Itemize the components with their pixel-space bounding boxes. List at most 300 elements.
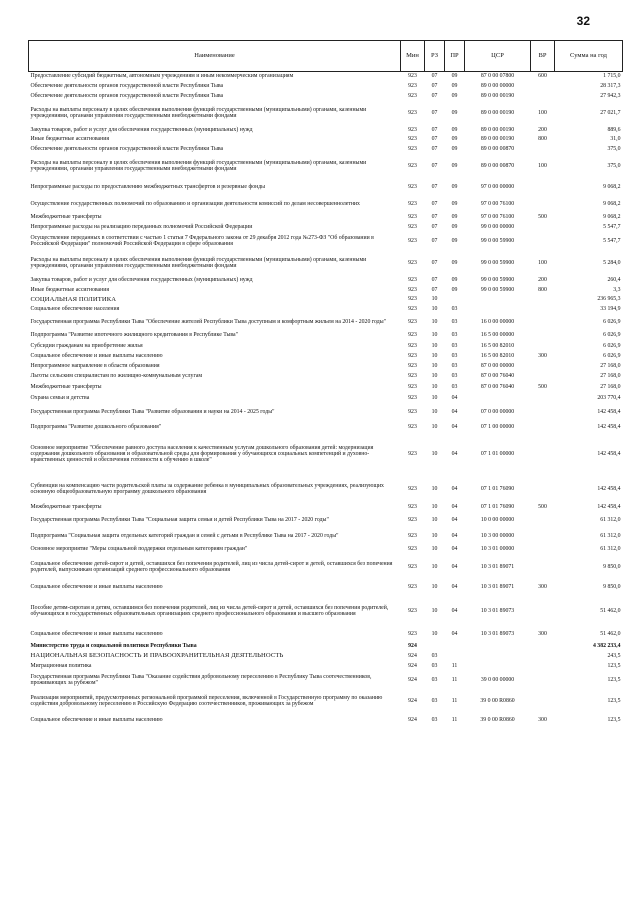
cell-name: Основное мероприятие "Обеспечение равного доступа населения к качественным услугам дошкольного образования детей: модернизация содержания дошкольного образования и образовательной среды для формирования у обучающихся социальных компетенций и духовно-нравственных ценностей и обеспечения готовности к обучению в школе" bbox=[30, 445, 374, 463]
cell-pr: 09 bbox=[451, 259, 458, 266]
cell-pr: 04 bbox=[451, 532, 458, 539]
cell-pr: 03 bbox=[451, 342, 458, 349]
cell-min: 923 bbox=[408, 296, 417, 303]
cell-min: 923 bbox=[408, 286, 417, 293]
table-row bbox=[29, 596, 623, 629]
cell-name: Обеспечение деятельности органов государственной власти Республики Тыва bbox=[30, 82, 224, 89]
table-row bbox=[29, 672, 623, 690]
cell-name: Подпрограмма "Социальная защита отдельных категорий граждан и семей с детьми в Республике Тыва на 2017 - 2020 годы" bbox=[30, 532, 339, 539]
cell-pr: 03 bbox=[451, 306, 458, 313]
cell-vr: 800 bbox=[538, 136, 547, 143]
cell-sum: 33 194,9 bbox=[600, 306, 621, 313]
cell-sum: 6 026,9 bbox=[603, 332, 621, 339]
cell-sum: 203 770,4 bbox=[597, 394, 621, 401]
cell-min: 923 bbox=[408, 136, 417, 143]
cell-pr: 04 bbox=[451, 545, 458, 552]
cell-sum: 243,5 bbox=[607, 652, 621, 659]
cell-pr: 04 bbox=[451, 503, 458, 510]
cell-sum: 6 026,9 bbox=[603, 352, 621, 359]
cell-vr bbox=[531, 223, 555, 233]
table-row bbox=[29, 530, 623, 544]
cell-csr bbox=[465, 296, 531, 305]
cell-rz: 07 bbox=[431, 72, 438, 79]
cell-rz bbox=[425, 642, 445, 652]
cell-sum: 27 021,7 bbox=[600, 109, 621, 116]
cell-rz: 10 bbox=[431, 424, 438, 431]
table-row bbox=[29, 136, 623, 145]
cell-name: Расходы на выплаты персоналу в целях обеспечения выполнения функций государственными (муниципальными) органами, казенными учреждениями, органами управления государственными внебюджетными фондами bbox=[30, 159, 367, 172]
cell-vr: 200 bbox=[538, 126, 547, 133]
cell-sum: 142 458,4 bbox=[597, 503, 621, 510]
cell-csr: 89 0 00 00870 bbox=[480, 162, 515, 169]
cell-csr: 87 0 00 76040 bbox=[480, 373, 515, 380]
cell-sum: 1 715,0 bbox=[603, 72, 621, 79]
table-row bbox=[29, 316, 623, 331]
cell-min: 923 bbox=[408, 394, 417, 401]
cell-rz: 07 bbox=[431, 109, 438, 116]
cell-csr: 97 0 00 76100 bbox=[480, 200, 515, 207]
cell-min: 923 bbox=[408, 82, 417, 89]
cell-rz: 10 bbox=[431, 517, 438, 524]
cell-name: Осуществление переданных в соответствии с частью 1 статьи 7 Федерального закона от 29 декабря 2012 года №273-ФЗ "Об образовании в Российской Федерации" полномочий Российской Федерации в сфере образования bbox=[30, 235, 374, 247]
cell-csr: 89 0 00 00190 bbox=[480, 109, 515, 116]
cell-name: Межбюджетные трансферты bbox=[30, 213, 102, 220]
cell-pr: 11 bbox=[451, 698, 458, 705]
cell-sum: 9 068,2 bbox=[603, 200, 621, 207]
table-row bbox=[29, 213, 623, 223]
table-row bbox=[29, 286, 623, 296]
cell-vr bbox=[531, 233, 555, 252]
cell-sum: 142 458,4 bbox=[597, 409, 621, 416]
cell-csr: 99 0 00 59900 bbox=[480, 238, 515, 245]
header-csr: ЦСР bbox=[465, 41, 531, 72]
cell-min: 923 bbox=[408, 608, 417, 615]
cell-rz: 10 bbox=[431, 451, 438, 458]
cell-name: Основное мероприятие "Меры социальной поддержки отдельным категориям граждан" bbox=[30, 545, 248, 552]
cell-pr: 09 bbox=[451, 162, 458, 169]
cell-rz: 10 bbox=[431, 373, 438, 380]
cell-rz: 07 bbox=[431, 238, 438, 245]
cell-pr: 03 bbox=[451, 362, 458, 369]
cell-pr: 04 bbox=[451, 631, 458, 638]
cell-name: Осуществление государственных полномочий по образованию и организации деятельности комиссий по делам несовершеннолетних bbox=[30, 200, 360, 207]
cell-rz: 07 bbox=[431, 213, 438, 220]
cell-name: Социальное обеспечение и иные выплаты населению bbox=[30, 717, 163, 724]
cell-name: Льготы сельским специалистам по жилищно-коммунальным услугам bbox=[30, 373, 203, 380]
cell-pr: 03 bbox=[451, 373, 458, 380]
cell-pr: 09 bbox=[451, 109, 458, 116]
table-row bbox=[29, 252, 623, 276]
cell-min: 923 bbox=[408, 384, 417, 391]
cell-min: 923 bbox=[408, 238, 417, 245]
cell-vr bbox=[531, 434, 555, 477]
cell-rz: 07 bbox=[431, 183, 438, 190]
cell-vr bbox=[531, 197, 555, 213]
cell-sum: 236 965,3 bbox=[597, 296, 621, 303]
cell-csr: 07 1 01 76090 bbox=[480, 503, 515, 510]
cell-rz: 10 bbox=[431, 409, 438, 416]
cell-csr: 10 3 01 89071 bbox=[480, 583, 515, 590]
table-row bbox=[29, 544, 623, 556]
cell-csr: 89 0 00 00190 bbox=[480, 136, 515, 143]
table-row bbox=[29, 305, 623, 316]
cell-min: 923 bbox=[408, 183, 417, 190]
cell-pr: 09 bbox=[451, 238, 458, 245]
cell-sum: 6 026,9 bbox=[603, 319, 621, 326]
table-row bbox=[29, 690, 623, 715]
cell-name: Иные бюджетные ассигнования bbox=[30, 286, 109, 293]
cell-min: 923 bbox=[408, 373, 417, 380]
cell-pr: 04 bbox=[451, 517, 458, 524]
cell-rz: 07 bbox=[431, 162, 438, 169]
table-row bbox=[29, 629, 623, 642]
table-row bbox=[29, 331, 623, 342]
cell-name: Непрограммное направление в области образования bbox=[30, 362, 160, 369]
cell-rz: 10 bbox=[431, 296, 438, 303]
cell-name: Иные бюджетные ассигнования bbox=[30, 136, 109, 143]
cell-rz: 10 bbox=[431, 394, 438, 401]
header-rz: РЗ bbox=[425, 41, 445, 72]
cell-pr: 11 bbox=[451, 676, 458, 683]
cell-csr: 99 0 00 00000 bbox=[480, 223, 515, 230]
header-vr: ВР bbox=[531, 41, 555, 72]
cell-sum: 123,5 bbox=[607, 662, 621, 669]
cell-sum: 889,6 bbox=[607, 126, 621, 133]
cell-min: 923 bbox=[408, 424, 417, 431]
table-row bbox=[29, 513, 623, 530]
cell-min: 923 bbox=[408, 259, 417, 266]
cell-rz: 07 bbox=[431, 126, 438, 133]
cell-csr: 97 0 00 76100 bbox=[480, 213, 515, 220]
cell-pr: 09 bbox=[451, 200, 458, 207]
table-row bbox=[29, 223, 623, 233]
cell-vr bbox=[531, 82, 555, 92]
table-row bbox=[29, 404, 623, 423]
cell-min: 923 bbox=[408, 451, 417, 458]
header-name: Наименование bbox=[29, 41, 401, 72]
cell-rz: 10 bbox=[431, 583, 438, 590]
table-row bbox=[29, 394, 623, 404]
cell-min: 923 bbox=[408, 352, 417, 359]
cell-csr: 16 5 00 00000 bbox=[480, 332, 515, 339]
cell-pr: 09 bbox=[451, 213, 458, 220]
cell-min: 923 bbox=[408, 517, 417, 524]
cell-vr bbox=[531, 662, 555, 672]
table-row bbox=[29, 126, 623, 136]
cell-name: Социальное обеспечение населения bbox=[30, 306, 120, 313]
cell-csr: 87 0 00 07800 bbox=[480, 72, 515, 79]
cell-min: 924 bbox=[408, 642, 417, 649]
cell-sum: 31,0 bbox=[610, 136, 621, 143]
cell-sum: 123,5 bbox=[607, 698, 621, 705]
cell-min: 924 bbox=[408, 662, 417, 669]
cell-rz: 10 bbox=[431, 352, 438, 359]
cell-sum: 27 168,0 bbox=[600, 384, 621, 391]
cell-csr: 10 3 01 89071 bbox=[480, 563, 515, 570]
cell-vr bbox=[531, 530, 555, 544]
cell-csr: 97 0 00 00000 bbox=[480, 183, 515, 190]
cell-name: Межбюджетные трансферты bbox=[30, 503, 102, 510]
cell-pr: 03 bbox=[451, 319, 458, 326]
cell-min: 924 bbox=[408, 698, 417, 705]
cell-min: 923 bbox=[408, 583, 417, 590]
cell-rz: 07 bbox=[431, 259, 438, 266]
cell-name: Предоставление субсидий бюджетным, автономным учреждениям и иным некоммерческим организациям bbox=[30, 72, 294, 79]
cell-vr bbox=[531, 404, 555, 423]
cell-csr: 89 0 00 00870 bbox=[480, 145, 515, 152]
cell-csr: 87 0 00 00000 bbox=[480, 362, 515, 369]
cell-rz: 10 bbox=[431, 319, 438, 326]
table-row bbox=[29, 233, 623, 252]
cell-name: Министерство труда и социальной политики Республики Тыва bbox=[30, 642, 197, 649]
cell-vr: 100 bbox=[538, 162, 547, 169]
cell-pr: 03 bbox=[451, 332, 458, 339]
cell-sum: 61 312,0 bbox=[600, 517, 621, 524]
cell-min: 923 bbox=[408, 213, 417, 220]
cell-min: 923 bbox=[408, 223, 417, 230]
table-row bbox=[29, 383, 623, 394]
cell-min: 923 bbox=[408, 162, 417, 169]
cell-pr: 09 bbox=[451, 183, 458, 190]
cell-vr bbox=[531, 92, 555, 102]
cell-name: Миграционная политика bbox=[30, 662, 92, 669]
budget-table bbox=[28, 40, 623, 728]
cell-sum: 142 458,4 bbox=[597, 485, 621, 492]
cell-sum: 27 168,0 bbox=[600, 373, 621, 380]
cell-vr bbox=[531, 296, 555, 305]
table-row bbox=[29, 102, 623, 126]
cell-pr: 09 bbox=[451, 145, 458, 152]
cell-rz: 07 bbox=[431, 223, 438, 230]
table-row bbox=[29, 662, 623, 672]
cell-csr: 39 0 00 00000 bbox=[480, 676, 515, 683]
cell-rz: 03 bbox=[431, 698, 438, 705]
cell-rz: 10 bbox=[431, 503, 438, 510]
cell-pr: 04 bbox=[451, 485, 458, 492]
cell-csr bbox=[465, 652, 531, 662]
cell-csr: 87 0 00 76040 bbox=[480, 384, 515, 391]
cell-name: Государственная программа Республики Тыва "Социальная защита семьи и детей Республики Тыва на 2017 - 2020 годы" bbox=[30, 517, 329, 524]
cell-csr: 99 0 00 59900 bbox=[480, 286, 515, 293]
cell-min: 923 bbox=[408, 332, 417, 339]
table-body bbox=[29, 72, 623, 728]
cell-min: 923 bbox=[408, 503, 417, 510]
cell-sum: 51 462,0 bbox=[600, 608, 621, 615]
table-row bbox=[29, 652, 623, 662]
cell-vr bbox=[531, 423, 555, 434]
cell-vr bbox=[531, 372, 555, 383]
cell-name: Подпрограмма "Развитие дошкольного образования" bbox=[30, 424, 162, 431]
cell-vr bbox=[531, 394, 555, 404]
header-pr: ПР bbox=[445, 41, 465, 72]
cell-vr bbox=[531, 596, 555, 629]
cell-sum: 260,4 bbox=[607, 276, 621, 283]
cell-rz: 07 bbox=[431, 82, 438, 89]
cell-rz: 10 bbox=[431, 608, 438, 615]
cell-name: Пособие детям-сиротам и детям, оставшимся без попечения родителей, лиц из числа детей-сирот и детей, оставшихся без попечения родителей, обучающихся в государственных образовательных организациях среднего профессионального образования и высшего образования bbox=[30, 605, 389, 617]
cell-sum: 142 458,4 bbox=[597, 424, 621, 431]
cell-sum: 9 850,0 bbox=[603, 563, 621, 570]
table-row bbox=[29, 82, 623, 92]
table-row bbox=[29, 715, 623, 728]
cell-vr bbox=[531, 316, 555, 331]
cell-min: 924 bbox=[408, 676, 417, 683]
table-row bbox=[29, 92, 623, 102]
table-row bbox=[29, 423, 623, 434]
cell-pr: 03 bbox=[451, 352, 458, 359]
cell-pr: 09 bbox=[451, 286, 458, 293]
cell-rz: 07 bbox=[431, 286, 438, 293]
table-row bbox=[29, 276, 623, 286]
cell-csr: 10 0 00 00000 bbox=[480, 517, 515, 524]
cell-min: 923 bbox=[408, 631, 417, 638]
cell-pr bbox=[445, 296, 465, 305]
cell-vr: 500 bbox=[538, 384, 547, 391]
cell-sum: 5 547,7 bbox=[603, 223, 621, 230]
cell-sum: 51 462,0 bbox=[600, 631, 621, 638]
cell-vr: 300 bbox=[538, 717, 547, 724]
cell-vr: 100 bbox=[538, 259, 547, 266]
cell-min: 923 bbox=[408, 319, 417, 326]
table-row bbox=[29, 642, 623, 652]
cell-csr: 99 0 00 59900 bbox=[480, 259, 515, 266]
cell-pr: 09 bbox=[451, 223, 458, 230]
cell-csr bbox=[465, 394, 531, 404]
cell-csr bbox=[465, 662, 531, 672]
cell-sum: 27 942,3 bbox=[600, 92, 621, 99]
cell-sum: 142 458,4 bbox=[597, 451, 621, 458]
cell-rz: 10 bbox=[431, 342, 438, 349]
cell-pr: 04 bbox=[451, 409, 458, 416]
cell-csr: 39 0 00 R0860 bbox=[480, 717, 515, 724]
cell-rz: 10 bbox=[431, 362, 438, 369]
table-row bbox=[29, 372, 623, 383]
cell-min: 923 bbox=[408, 306, 417, 313]
cell-pr: 11 bbox=[451, 717, 458, 724]
cell-sum: 61 312,0 bbox=[600, 545, 621, 552]
cell-min: 923 bbox=[408, 563, 417, 570]
cell-pr: 09 bbox=[451, 136, 458, 143]
cell-csr: 07 1 01 76090 bbox=[480, 485, 515, 492]
cell-rz: 03 bbox=[431, 717, 438, 724]
cell-name: Субвенции на компенсацию части родительской платы за содержание ребенка в муниципальных образовательных учреждениях, реализующих основную общеобразовательную программу дошкольного образования bbox=[30, 482, 384, 495]
cell-rz: 07 bbox=[431, 145, 438, 152]
cell-name: Закупка товаров, работ и услуг для обеспечения государственных (муниципальных) нужд bbox=[30, 276, 253, 283]
cell-vr bbox=[531, 672, 555, 690]
cell-min: 923 bbox=[408, 145, 417, 152]
cell-name: Обеспечение деятельности органов государственной власти Республики Тыва bbox=[30, 145, 224, 152]
table-row bbox=[29, 556, 623, 580]
cell-pr: 03 bbox=[451, 384, 458, 391]
cell-rz: 07 bbox=[431, 136, 438, 143]
cell-min: 924 bbox=[408, 717, 417, 724]
cell-csr: 89 0 00 00190 bbox=[480, 92, 515, 99]
table-row bbox=[29, 296, 623, 305]
cell-csr: 10 3 01 89073 bbox=[480, 631, 515, 638]
cell-vr: 600 bbox=[538, 72, 547, 79]
cell-vr bbox=[531, 690, 555, 715]
cell-name: Государственная программа Республики Тыва "Оказание содействия добровольному переселению в Республику Тыва соотечественников, проживающих за рубежом" bbox=[30, 673, 372, 686]
cell-sum: 9 068,2 bbox=[603, 213, 621, 220]
cell-min: 923 bbox=[408, 362, 417, 369]
cell-csr: 16 5 00 82010 bbox=[480, 352, 515, 359]
table-row bbox=[29, 197, 623, 213]
cell-csr: 07 0 00 00000 bbox=[480, 409, 515, 416]
table-row bbox=[29, 179, 623, 197]
cell-pr: 09 bbox=[451, 82, 458, 89]
cell-vr bbox=[531, 362, 555, 372]
cell-vr bbox=[531, 556, 555, 580]
cell-name: Субсидии гражданам на приобретение жилья bbox=[30, 342, 143, 349]
cell-vr: 300 bbox=[538, 583, 547, 590]
cell-name: Государственная программа Республики Тыва "Развитие образования и науки на 2014 - 2025 годы" bbox=[30, 409, 275, 416]
cell-vr: 800 bbox=[538, 286, 547, 293]
cell-min: 923 bbox=[408, 276, 417, 283]
cell-pr bbox=[445, 642, 465, 652]
cell-min: 923 bbox=[408, 92, 417, 99]
cell-pr: 04 bbox=[451, 394, 458, 401]
table-row bbox=[29, 477, 623, 503]
cell-name: Социальное обеспечение и иные выплаты населению bbox=[30, 352, 163, 359]
cell-csr: 07 1 00 00000 bbox=[480, 424, 515, 431]
cell-pr bbox=[445, 652, 465, 662]
cell-vr bbox=[531, 544, 555, 556]
cell-csr: 16 5 00 82010 bbox=[480, 342, 515, 349]
table-row bbox=[29, 155, 623, 179]
cell-min: 923 bbox=[408, 200, 417, 207]
cell-csr: 16 0 00 00000 bbox=[480, 319, 515, 326]
cell-sum: 27 168,0 bbox=[600, 362, 621, 369]
cell-pr: 09 bbox=[451, 276, 458, 283]
cell-csr: 10 3 00 00000 bbox=[480, 532, 515, 539]
cell-pr: 11 bbox=[451, 662, 458, 669]
cell-rz: 03 bbox=[431, 662, 438, 669]
table-row bbox=[29, 503, 623, 513]
cell-pr: 04 bbox=[451, 583, 458, 590]
cell-vr bbox=[531, 145, 555, 155]
cell-name: Расходы на выплаты персоналу в целях обеспечения выполнения функций государственными (муниципальными) органами, казенными учреждениями, органами управления государственными внебюджетными фондами bbox=[30, 106, 367, 119]
table-row bbox=[29, 352, 623, 362]
cell-rz: 03 bbox=[431, 652, 438, 659]
cell-name: Межбюджетные трансферты bbox=[30, 384, 102, 391]
cell-csr: 10 3 01 00000 bbox=[480, 545, 515, 552]
cell-sum: 6 026,9 bbox=[603, 342, 621, 349]
cell-vr bbox=[531, 305, 555, 316]
cell-sum: 5 284,0 bbox=[603, 259, 621, 266]
cell-vr bbox=[531, 331, 555, 342]
cell-sum: 61 312,0 bbox=[600, 532, 621, 539]
cell-csr bbox=[465, 305, 531, 316]
header-min: Мин bbox=[401, 41, 425, 72]
cell-name: Социальное обеспечение детей-сирот и детей, оставшихся без попечения родителей, лиц из числа детей-сирот и детей, оставшихся без попечения родителей, выпускникам организаций среднего профессионального образования bbox=[30, 560, 393, 573]
cell-name: Государственная программа Республики Тыва "Обеспечение жителей Республики Тыва доступным и комфортным жильем на 2014 - 2020 годы" bbox=[30, 319, 386, 326]
cell-csr: 10 3 01 89073 bbox=[480, 608, 515, 615]
cell-vr: 200 bbox=[538, 276, 547, 283]
cell-vr bbox=[531, 652, 555, 662]
cell-csr bbox=[465, 642, 531, 652]
cell-rz: 10 bbox=[431, 384, 438, 391]
cell-rz: 03 bbox=[431, 676, 438, 683]
cell-rz: 10 bbox=[431, 485, 438, 492]
cell-vr: 500 bbox=[538, 503, 547, 510]
cell-name: Непрограммные расходы на реализацию переданных полномочий Российской Федерации bbox=[30, 223, 253, 230]
cell-pr: 09 bbox=[451, 72, 458, 79]
table-row bbox=[29, 362, 623, 372]
cell-name: СОЦИАЛЬНАЯ ПОЛИТИКА bbox=[30, 295, 117, 303]
cell-rz: 10 bbox=[431, 631, 438, 638]
cell-sum: 3,3 bbox=[613, 286, 621, 293]
cell-sum: 4 382 233,4 bbox=[592, 642, 621, 649]
